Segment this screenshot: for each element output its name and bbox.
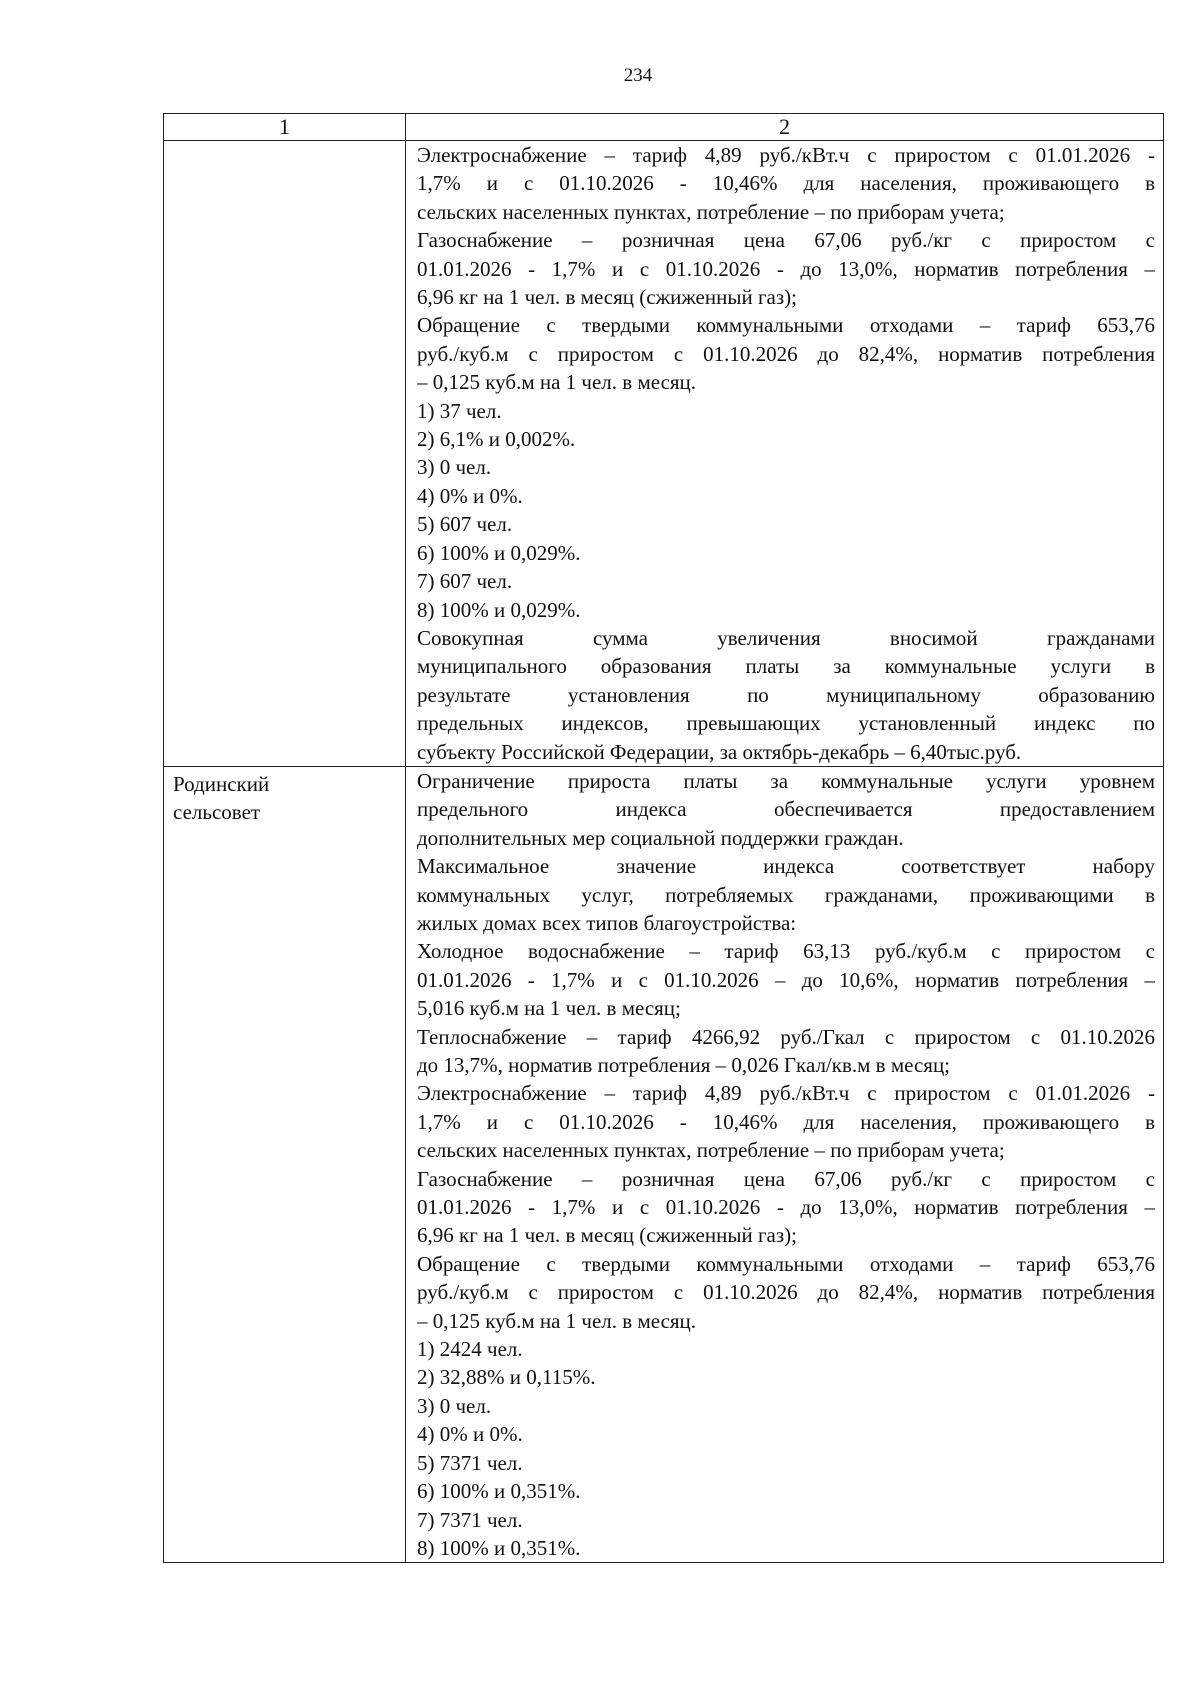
text-line: предельного индекса обеспечивается предоставлением	[417, 797, 1155, 822]
text-line: 4) 0% и 0%.	[417, 483, 523, 508]
text-line: 1) 37 чел.	[417, 398, 502, 423]
column-header-1: 1	[164, 114, 406, 141]
text-line: 3) 0 чел.	[417, 455, 492, 480]
text-line: 1) 2424 чел.	[417, 1337, 523, 1362]
municipality-name-line: Родинский	[173, 771, 270, 796]
table-row	[164, 141, 1164, 767]
text-line: 7) 607 чел.	[417, 569, 513, 594]
table-body	[164, 114, 1164, 1563]
text-line: 6,96 кг на 1 чел. в месяц (сжиженный газ);	[417, 1223, 797, 1248]
table-row	[164, 766, 1164, 1562]
page-number: 234	[623, 65, 653, 86]
text-line: руб./куб.м с приростом с 01.10.2026 до 82,4%, норматив потребления	[417, 1280, 1155, 1305]
text-line: 5) 7371 чел.	[417, 1450, 523, 1475]
municipality-cell	[164, 141, 406, 767]
municipality-cell	[164, 766, 406, 1562]
text-line: сельских населенных пунктах, потребление – по приборам учета;	[417, 1138, 1005, 1163]
text-line: Газоснабжение – розничная цена 67,06 руб./кг с приростом с	[417, 1166, 1155, 1191]
document-table	[163, 113, 1164, 1563]
text-line: Газоснабжение – розничная цена 67,06 руб./кг с приростом с	[417, 228, 1155, 253]
text-line: 6) 100% и 0,029%.	[417, 540, 581, 565]
text-line: Ограничение прироста платы за коммунальные услуги уровнем	[417, 768, 1155, 793]
text-line: 8) 100% и 0,351%.	[417, 1535, 581, 1560]
text-line: муниципального образования платы за коммунальные услуги в	[417, 654, 1155, 679]
text-line: Максимальное значение индекса соответствует набору	[417, 854, 1155, 879]
municipality-name-line: сельсовет	[173, 800, 261, 825]
text-line: субъекту Российской Федерации, за октябрь-декабрь – 6,40тыс.руб.	[417, 739, 1022, 764]
text-line: 3) 0 чел.	[417, 1393, 492, 1418]
text-line: 1,7% и с 01.10.2026 - 10,46% для населения, проживающего в	[417, 1109, 1155, 1134]
text-line: руб./куб.м с приростом с 01.10.2026 до 82,4%, норматив потребления	[417, 341, 1155, 366]
column-header-2: 2	[406, 114, 1164, 141]
text-line: 4) 0% и 0%.	[417, 1422, 523, 1447]
text-line: 5) 607 чел.	[417, 512, 513, 537]
description-cell	[406, 141, 1164, 767]
text-line: 2) 6,1% и 0,002%.	[417, 427, 576, 452]
text-line: Обращение с твердыми коммунальными отходами – тариф 653,76	[417, 313, 1155, 338]
text-line: Электроснабжение – тариф 4,89 руб./кВт.ч с приростом с 01.01.2026 -	[417, 1081, 1155, 1106]
text-line: – 0,125 куб.м на 1 чел. в месяц.	[417, 370, 697, 395]
text-line: – 0,125 куб.м на 1 чел. в месяц.	[417, 1308, 697, 1333]
text-line: Обращение с твердыми коммунальными отходами – тариф 653,76	[417, 1251, 1155, 1276]
text-line: Теплоснабжение – тариф 4266,92 руб./Гкал с приростом с 01.10.2026	[417, 1024, 1155, 1049]
text-line: 6) 100% и 0,351%.	[417, 1479, 581, 1504]
text-line: жилых домах всех типов благоустройства:	[417, 910, 797, 935]
text-line: результате установления по муниципальному образованию	[417, 682, 1155, 707]
text-line: 01.01.2026 - 1,7% и с 01.10.2026 - до 13,0%, норматив потребления –	[417, 256, 1155, 281]
text-line: Холодное водоснабжение – тариф 63,13 руб./куб.м с приростом с	[417, 939, 1155, 964]
text-line: сельских населенных пунктах, потребление – по приборам учета;	[417, 199, 1005, 224]
text-line: 5,016 куб.м на 1 чел. в месяц;	[417, 996, 681, 1021]
text-line: 01.01.2026 - 1,7% и с 01.10.2026 – до 10,6%, норматив потребления –	[417, 967, 1155, 992]
text-line: дополнительных мер социальной поддержки граждан.	[417, 825, 904, 850]
text-line: предельных индексов, превышающих установленный индекс по	[417, 711, 1155, 736]
description-cell	[406, 766, 1164, 1562]
text-line: 01.01.2026 - 1,7% и с 01.10.2026 - до 13,0%, норматив потребления –	[417, 1195, 1155, 1220]
text-line: 8) 100% и 0,029%.	[417, 597, 581, 622]
text-line: коммунальных услуг, потребляемых гражданами, проживающими в	[417, 882, 1155, 907]
text-line: 1,7% и с 01.10.2026 - 10,46% для населения, проживающего в	[417, 171, 1155, 196]
text-line: 2) 32,88% и 0,115%.	[417, 1365, 596, 1390]
text-line: Электроснабжение – тариф 4,89 руб./кВт.ч с приростом с 01.01.2026 -	[417, 143, 1155, 167]
text-line: до 13,7%, норматив потребления – 0,026 Гкал/кв.м в месяц;	[417, 1053, 951, 1077]
table-header-row	[164, 114, 1164, 141]
text-line: 7) 7371 чел.	[417, 1507, 523, 1532]
text-line: 6,96 кг на 1 чел. в месяц (сжиженный газ);	[417, 285, 797, 310]
text-line: Совокупная сумма увеличения вносимой гражданами	[417, 625, 1155, 650]
